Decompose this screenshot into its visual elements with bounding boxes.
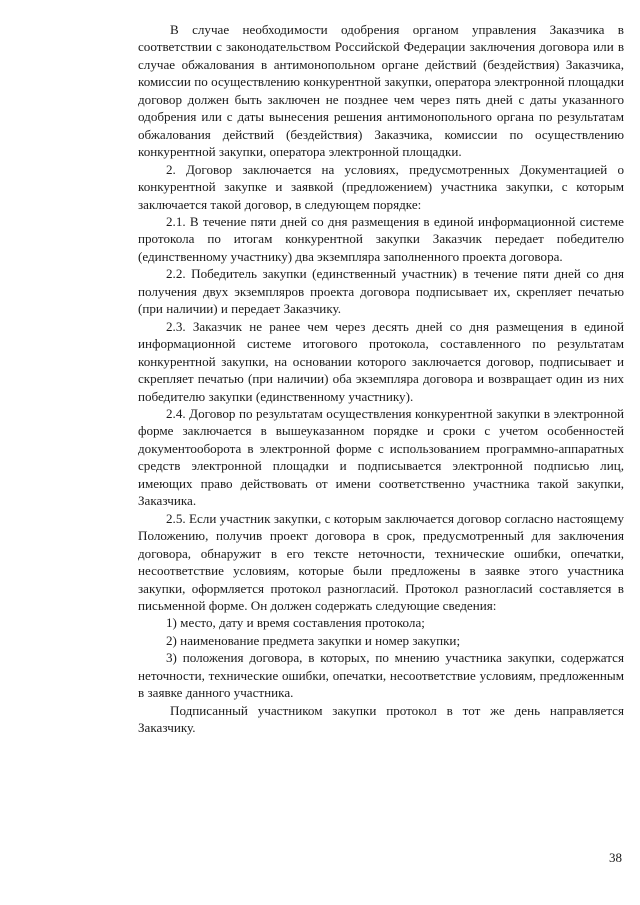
document-page: [138, 21, 624, 737]
paragraph-approval-terms: В случае необходимости одобрения органом управления Заказчика в соответствии с законодательством Российской Федерации заключения договора или в случае обжалования в антимонопольном органе действий (бездействия) Заказчика, комиссии по осуществлению конкурентной закупки, оператора электронной площадки договор должен быть заключен не позднее чем через пять дней с даты указанного одобрения или с даты вынесения решения антимонопольного органа по результатам обжалования действий (бездействия) Заказчика, комиссии по осуществлению конкурентной закупки, оператора электронной площадки.: [138, 22, 624, 160]
list-item-1: 1) место, дату и время составления протокола;: [166, 615, 425, 631]
paragraph-2-2: 2.2. Победитель закупки (единственный участник) в течение пяти дней со дня получения двух экземпляров проекта договора подписывает их, скрепляет печатью (при наличии) и передает Заказчику.: [138, 266, 624, 317]
paragraph-2-1: 2.1. В течение пяти дней со дня размещения в единой информационной системе протокола по итогам конкурентной закупки Заказчик передает победителю (единственному участнику) два экземпляра заполненного проекта договора.: [138, 213, 624, 264]
paragraph-2-5: 2.5. Если участник закупки, с которым заключается договор согласно настоящему Положению, получив проект договора в срок, предусмотренный для заключения договора, обнаружит в его тексте неточности, технические ошибки, опечатки, несоответствие условиям, которые были предложены в заявке этого участника закупки, оформляется протокол разногласий. Протокол разногласий составляется в письменной форме. Он должен содержать следующие сведения:: [138, 510, 624, 613]
page-number: 38: [609, 850, 622, 865]
paragraph-2-3: 2.3. Заказчик не ранее чем через десять дней со дня размещения в единой информационной системе итогового протокола, составленного по результатам конкурентной закупки, на основании которого заключается договор, подписывает и скрепляет печатью (при наличии) оба экземпляра договора и возвращает один из них победителю закупки (единственному участнику).: [138, 318, 624, 404]
paragraph-2: 2. Договор заключается на условиях, предусмотренных Документацией о конкурентной закупке и заявкой (предложением) участника закупки, с которым заключается такой договор, в следующем порядке:: [138, 161, 624, 212]
paragraph-protocol-sent: Подписанный участником закупки протокол в тот же день направляется Заказчику.: [138, 702, 624, 736]
list-item-2: 2) наименование предмета закупки и номер закупки;: [166, 632, 461, 648]
paragraph-2-4: 2.4. Договор по результатам осуществления конкурентной закупки в электронной форме заключается в вышеуказанном порядке и сроки с учетом особенностей документооборота в электронной форме с использованием программно-аппаратных средств электронной площадки и подписывается электронной подписью лиц, имеющих право действовать от имени соответственно участника такой закупки, Заказчика.: [138, 405, 624, 509]
list-item-3: 3) положения договора, в которых, по мнению участника закупки, содержатся неточности, технические ошибки, опечатки, несоответствие условиям, предложенным в заявке данного участника.: [138, 650, 624, 701]
